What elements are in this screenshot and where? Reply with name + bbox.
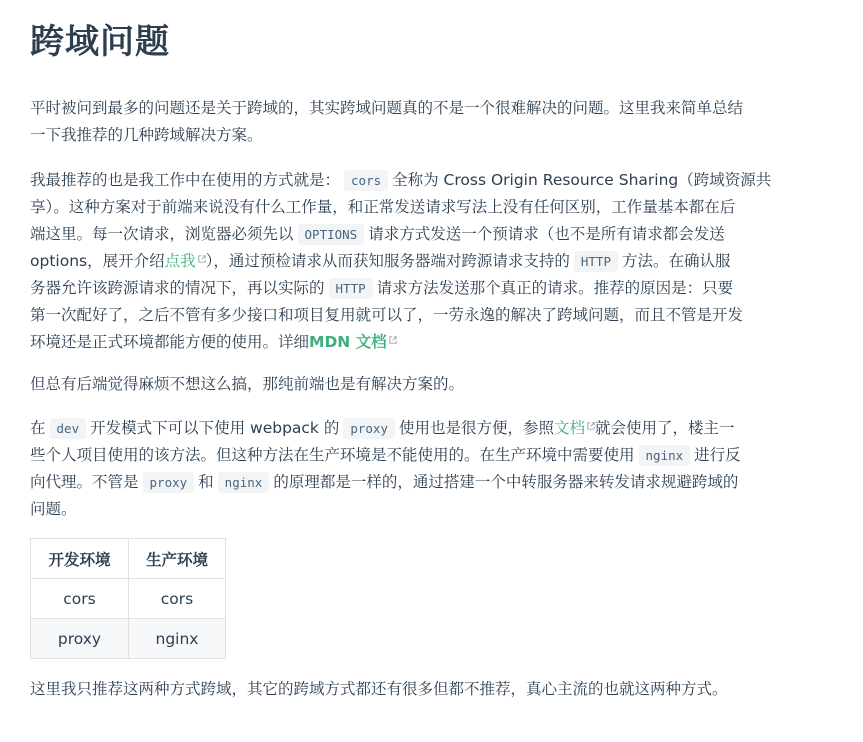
table-cell: cors	[129, 579, 226, 619]
table-cell: proxy	[31, 619, 129, 659]
code-options: OPTIONS	[298, 224, 365, 245]
link-docs[interactable]	[554, 419, 595, 437]
text-line	[30, 442, 775, 469]
text-line	[30, 248, 775, 275]
table-row	[31, 619, 226, 659]
header-dev-env: 开发环境	[31, 539, 129, 579]
text-span: 和	[198, 473, 214, 491]
table-cell: nginx	[129, 619, 226, 659]
text-span: 务器允许该跨源请求的情况下，再以实际的	[30, 279, 325, 297]
code-proxy: proxy	[343, 418, 395, 439]
text-line: 平时被问到最多的问题还是关于跨域的，其实跨域问题真的不是一个很难解决的问题。这里我来简单总结	[30, 99, 744, 117]
link-label: 文档	[554, 419, 586, 437]
page-title: 跨域问题	[30, 22, 170, 62]
text-line: 问题。	[30, 500, 77, 518]
table-header-row	[31, 539, 226, 579]
code-http: HTTP	[329, 278, 373, 299]
text-line	[30, 275, 775, 302]
text-span: 全称为 Cross Origin Resource Sharing（跨域资源共	[392, 171, 772, 189]
proxy-paragraph	[30, 415, 775, 523]
code-nginx: nginx	[639, 445, 691, 466]
text-span: 开发模式下可以下使用 webpack 的	[90, 419, 340, 437]
environment-table	[30, 538, 226, 659]
external-link-icon	[587, 422, 595, 430]
link-click-here[interactable]	[165, 252, 206, 270]
text-span: 请求方式发送一个预请求（也不是所有请求都会发送	[368, 225, 725, 243]
code-cors: cors	[344, 170, 388, 191]
text-span: 环境还是正式环境都能方便的使用。详细	[30, 333, 310, 351]
table-row	[31, 579, 226, 619]
text-span: options，展开介绍	[30, 252, 165, 270]
text-span: ），通过预检请求从而获知服务器端对跨源请求支持的	[205, 252, 570, 270]
text-line	[30, 167, 775, 194]
text-line	[30, 469, 775, 496]
text-line: 这里我只推荐这两种方式跨域，其它的跨域方式都还有很多但都不推荐，真心主流的也就这两种方式。	[30, 680, 728, 698]
text-line: 但总有后端觉得麻烦不想这么搞，那纯前端也是有解决方案的。	[30, 375, 465, 393]
text-span: 进行反	[694, 446, 741, 464]
code-proxy: proxy	[143, 472, 195, 493]
text-span: 在	[30, 419, 46, 437]
text-span: 请求方法发送那个真正的请求。推荐的原因是：只要	[376, 279, 734, 297]
text-span: 我最推荐的也是我工作中在使用的方式就是：	[30, 171, 341, 189]
text-span: 端这里。每一次请求，浏览器必须先以	[30, 225, 294, 243]
frontend-paragraph	[30, 371, 775, 398]
text-line	[30, 329, 775, 356]
link-mdn-docs[interactable]	[309, 333, 397, 351]
text-span: 向代理。不管是	[30, 473, 139, 491]
code-nginx: nginx	[218, 472, 270, 493]
external-link-icon	[198, 255, 206, 263]
summary-paragraph	[30, 676, 775, 703]
text-span: 些个人项目使用的该方法。但这种方法在生产环境是不能使用的。在生产环境中需要使用	[30, 446, 635, 464]
text-line	[30, 415, 775, 442]
intro-paragraph	[30, 95, 775, 149]
code-http: HTTP	[574, 251, 618, 272]
link-label: MDN 文档	[309, 333, 387, 351]
text-line	[30, 221, 775, 248]
text-span: 的原理都是一样的，通过搭建一个中转服务器来转发请求规避跨域的	[273, 473, 739, 491]
text-line: 享）。这种方案对于前端来说没有什么工作量，和正常发送请求写法上没有任何区别，工作量基本都在后	[30, 198, 736, 216]
external-link-icon	[389, 336, 397, 344]
table-cell: cors	[31, 579, 129, 619]
code-dev: dev	[50, 418, 87, 439]
cors-paragraph	[30, 167, 775, 356]
text-line: 一下我推荐的几种跨域解决方案。	[30, 126, 263, 144]
header-prod-env: 生产环境	[129, 539, 226, 579]
link-label: 点我	[164, 252, 196, 270]
text-line: 第一次配好了，之后不管有多少接口和项目复用就可以了，一劳永逸的解决了跨域问题，而且不管是开发	[30, 306, 744, 324]
text-span: 使用也是很方便，参照	[398, 419, 554, 437]
text-span: 就会使用了，楼主一	[595, 419, 735, 437]
text-span: 方法。在确认服	[621, 252, 731, 270]
